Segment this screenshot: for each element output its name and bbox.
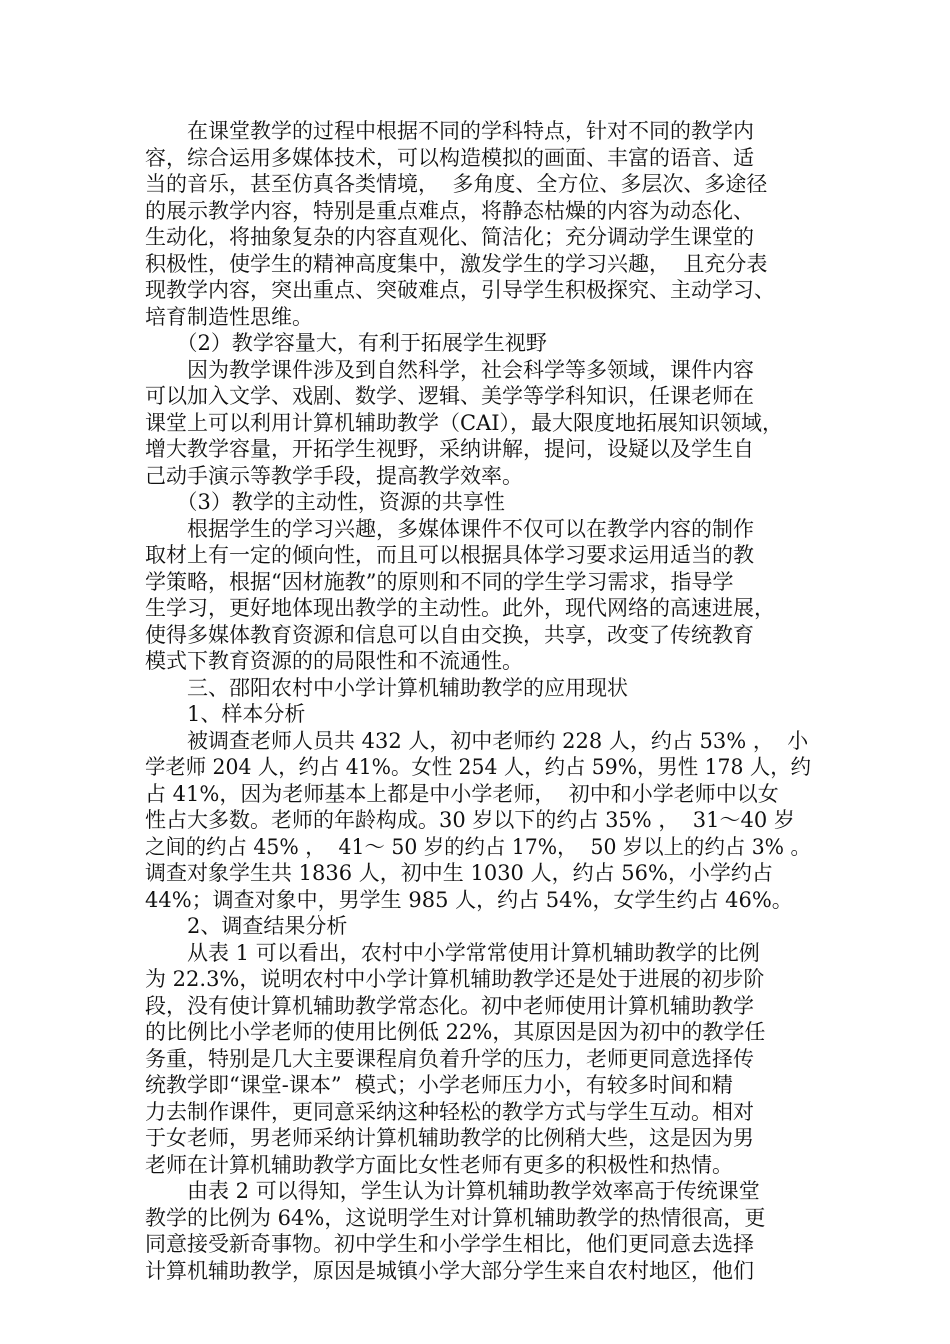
text-line: 老师在计算机辅助教学方面比女性老师有更多的积极性和热情。 bbox=[145, 1152, 733, 1177]
text-line: 现教学内容，突出重点、突破难点，引导学生积极探究、主动学习、 bbox=[145, 278, 775, 302]
text-line: 于女老师，男老师采纳计算机辅助教学的比例稍大些，这是因为男 bbox=[145, 1126, 754, 1150]
text-line: 因为教学课件涉及到自然科学，社会科学等多领域，课件内容 bbox=[145, 357, 754, 382]
text-line: 培育制造性思维。 bbox=[145, 304, 313, 329]
text-line: 由表 2 可以得知，学生认为计算机辅助教学效率高于传统课堂 bbox=[145, 1179, 760, 1203]
text-line: 在课堂教学的过程中根据不同的学科特点，针对不同的教学内 bbox=[145, 119, 754, 143]
text-line: 段，没有使计算机辅助教学常态化。初中老师使用计算机辅助教学 bbox=[145, 993, 754, 1018]
text-line: 模式下教育资源的的局限性和不流通性。 bbox=[145, 649, 523, 673]
text-line: 力去制作课件，更同意采纳这种轻松的教学方式与学生互动。相对 bbox=[145, 1099, 754, 1124]
text-line: 生学习，更好地体现出教学的主动性。此外，现代网络的高速进展， bbox=[145, 596, 775, 620]
text-line: 使得多媒体教育资源和信息可以自由交换，共享，改变了传统教育 bbox=[145, 622, 754, 647]
text-line: 调查对象学生共 1836 人，初中生 1030 人，约占 56%，小学约占 bbox=[145, 861, 773, 885]
text-line: 积极性，使学生的精神高度集中，激发学生的学习兴趣， 且充分表 bbox=[145, 251, 768, 276]
text-line: 容，综合运用多媒体技术，可以构造模拟的画面、丰富的语音、适 bbox=[145, 145, 754, 170]
text-line: 务重，特别是几大主要课程肩负着升学的压力，老师更同意选择传 bbox=[145, 1046, 754, 1071]
text-line: 的展示教学内容，特别是重点难点，将静态枯燥的内容为动态化、 bbox=[145, 198, 754, 223]
text-line: 生动化，将抽象复杂的内容直观化、简洁化；充分调动学生课堂的 bbox=[145, 225, 754, 249]
text-line: 从表 1 可以看出，农村中小学常常使用计算机辅助教学的比例 bbox=[145, 940, 760, 965]
text-line: 课堂上可以利用计算机辅助教学（CAI），最大限度地拓展知识领域， bbox=[145, 410, 784, 435]
text-line: 根据学生的学习兴趣，多媒体课件不仅可以在教学内容的制作 bbox=[145, 516, 754, 541]
text-line: 学老师 204 人，约占 41%。女性 254 人，约占 59%，男性 178 人，约 bbox=[145, 755, 811, 779]
text-line: 被调查老师人员共 432 人，初中老师约 228 人，约占 53% ， 小 bbox=[145, 728, 809, 753]
section-heading: （3）教学的主动性，资源的共享性 bbox=[145, 490, 505, 514]
section-heading: 1、样本分析 bbox=[145, 702, 306, 726]
text-line: 性占大多数。老师的年龄构成。30 岁以下的约占 35% ， 31～40 岁 bbox=[145, 808, 795, 832]
text-line: 当的音乐，甚至仿真各类情境， 多角度、全方位、多层次、多途径 bbox=[145, 172, 768, 196]
text-line: 己动手演示等教学手段，提高教学效率。 bbox=[145, 463, 523, 488]
text-line: 计算机辅助教学，原因是城镇小学大部分学生来自农村地区，他们 bbox=[145, 1258, 754, 1283]
text-line: 44%；调查对象中，男学生 985 人，约占 54%，女学生约占 46%。 bbox=[145, 887, 793, 912]
text-line: 可以加入文学、戏剧、数学、逻辑、美学等学科知识，任课老师在 bbox=[145, 384, 754, 408]
text-line: 统教学即“课堂-课本” 模式；小学老师压力小，有较多时间和精 bbox=[145, 1073, 733, 1097]
section-heading: 2、调查结果分析 bbox=[145, 914, 348, 938]
document-body bbox=[145, 118, 811, 1284]
text-line: 同意接受新奇事物。初中学生和小学学生相比，他们更同意去选择 bbox=[145, 1232, 754, 1256]
text-line: 教学的比例为 64%，这说明学生对计算机辅助教学的热情很高，更 bbox=[145, 1205, 766, 1230]
text-line: 为 22.3%，说明农村中小学计算机辅助教学还是处于进展的初步阶 bbox=[145, 967, 765, 991]
section-heading: （2）教学容量大，有利于拓展学生视野 bbox=[145, 331, 547, 355]
section-heading: 三、邵阳农村中小学计算机辅助教学的应用现状 bbox=[145, 675, 628, 700]
text-line: 之间的约占 45% ， 41～ 50 岁的约占 17%， 50 岁以上的约占 3% 。 bbox=[145, 834, 811, 859]
text-line: 占 41%，因为老师基本上都是中小学老师， 初中和小学老师中以女 bbox=[145, 781, 779, 806]
text-line: 学策略，根据“因材施教”的原则和不同的学生学习需求，指导学 bbox=[145, 569, 734, 594]
text-line: 的比例比小学老师的使用比例低 22%，其原因是因为初中的教学任 bbox=[145, 1020, 766, 1044]
text-line: 增大教学容量，开拓学生视野，采纳讲解，提问，设疑以及学生自 bbox=[145, 437, 754, 461]
text-line: 取材上有一定的倾向性，而且可以根据具体学习要求运用适当的教 bbox=[145, 543, 754, 567]
